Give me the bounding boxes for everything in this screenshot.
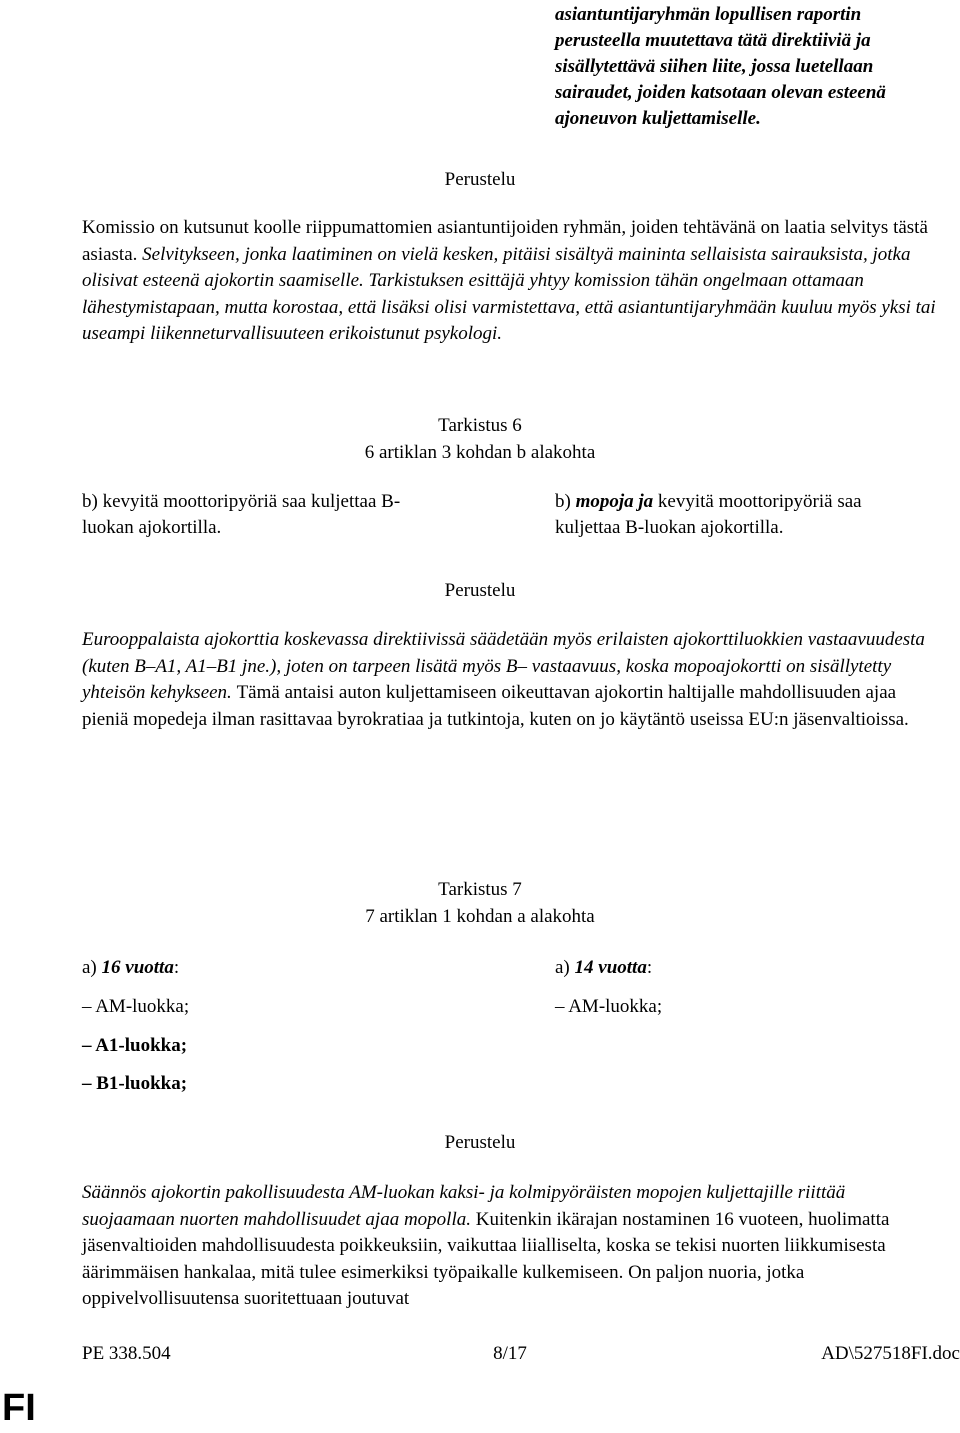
footer-page-number: 8/17 [493, 1343, 527, 1364]
language-tag: FI [2, 1387, 36, 1429]
justification-heading: Perustelu [444, 169, 516, 190]
footer-file-name: AD\527518FI.doc [821, 1343, 960, 1364]
added-text: mopoja ja [575, 491, 654, 512]
text-line: b) kevyitä moottoripyöriä saa kuljettaa B- [82, 491, 401, 512]
footer-doc-ref: PE 338.504 [82, 1343, 171, 1364]
amendment-reference: 7 artiklan 1 kohdan a alakohta [365, 906, 595, 927]
text-line: luokan ajokortilla. [82, 517, 222, 538]
justification-text: Selvitykseen, jonka laatiminen on vielä kesken, pitäisi sisältyä maininta sellaisista sairauksista, jotka olisivat esteenä ajokortin saamiselle. [82, 243, 911, 291]
original-text-column [82, 489, 502, 541]
amended-text-item: a) 14 vuotta: [555, 957, 653, 978]
added-text: 14 vuotta [574, 957, 647, 978]
amendment-reference: 6 artiklan 3 kohdan b alakohta [364, 442, 596, 463]
justification-heading: Perustelu [444, 580, 516, 601]
text-line: ajoneuvon kuljettamiselle. [555, 108, 761, 129]
text-line: b) mopoja ja kevyitä moottoripyöriä saa [555, 491, 862, 512]
original-text-item: – AM-luokka; [82, 996, 190, 1017]
justification-text: Komissio on kutsunut koolle riippumattomien asiantuntijoiden ryhmän, joiden tehtävänä on laatia selvitys tästä asiasta. [82, 217, 928, 265]
original-text-item: a) 16 vuotta: [82, 957, 180, 978]
justification-paragraph: Eurooppalaista ajokorttia koskevassa direktiivissä säädetään myös erilaisten ajokorttiluokkien vastaavuudesta (kuten B–A1, A1–B1 jne.), joten on tarpeen lisätä myös B– vastaavuus, koska mopoajokortti on sisällytetty yhteisön kehykseen. Tämä antaisi auton kuljettamiseen oikeuttavan ajokortin haltijalle mahdollisuuden ajaa pieniä mopedeja ilman rasittavaa byrokratiaa ja tutkintoja, kuten on jo käytäntö useissa EU:n jäsenvaltioissa. [82, 629, 925, 730]
amended-text-column [555, 489, 955, 541]
justification-heading: Perustelu [444, 1132, 516, 1153]
amendment-title: Tarkistus 6 [438, 415, 522, 436]
deleted-text: 16 vuotta [101, 957, 174, 978]
amendment-title: Tarkistus 7 [438, 879, 522, 900]
original-text-item: – B1-luokka; [82, 1073, 188, 1094]
text-line: asiantuntijaryhmän lopullisen raportin [555, 4, 862, 25]
text-line: perusteella muutettava tätä direktiiviä ja [555, 30, 871, 51]
text-line: kuljettaa B-luokan ajokortilla. [555, 517, 784, 538]
amended-text-item: – AM-luokka; [555, 996, 663, 1017]
text-line: sisällytettävä siihen liite, jossa luetellaan [555, 56, 874, 77]
original-text-item: – A1-luokka; [82, 1035, 188, 1056]
justification-paragraph [82, 215, 942, 348]
previous-amendment-text [555, 2, 955, 132]
justification-paragraph: Säännös ajokortin pakollisuudesta AM-luokan kaksi- ja kolmipyöräisten mopojen kuljettajille riittää suojaamaan nuorten mahdollisuudet ajaa mopolla. Kuitenkin ikärajan nostaminen 16 vuoteen, huolimatta jäsenvaltioiden mahdollisuudesta poikkeuksiin, vaikuttaa liialliselta, koska se tekisi nuorten liikkumisesta äärimmäisen hankalaa, mitä tulee esimerkiksi työpaikalle kulkemiseen. On paljon nuoria, jotka oppivelvollisuutensa suoritettuaan joutuvat [82, 1182, 890, 1309]
text-line: sairaudet, joiden katsotaan olevan esteenä [555, 82, 886, 103]
justification-text: Tarkistuksen esittäjä yhtyy komission tähän ongelmaan ottamaan lähestymistapaan, mutta korostaa, että lisäksi olisi varmistettava, että asiantuntijaryhmään kuuluu myös yksi tai useampi liikenneturvallisuuteen erikoistunut psykologi. [82, 270, 936, 344]
